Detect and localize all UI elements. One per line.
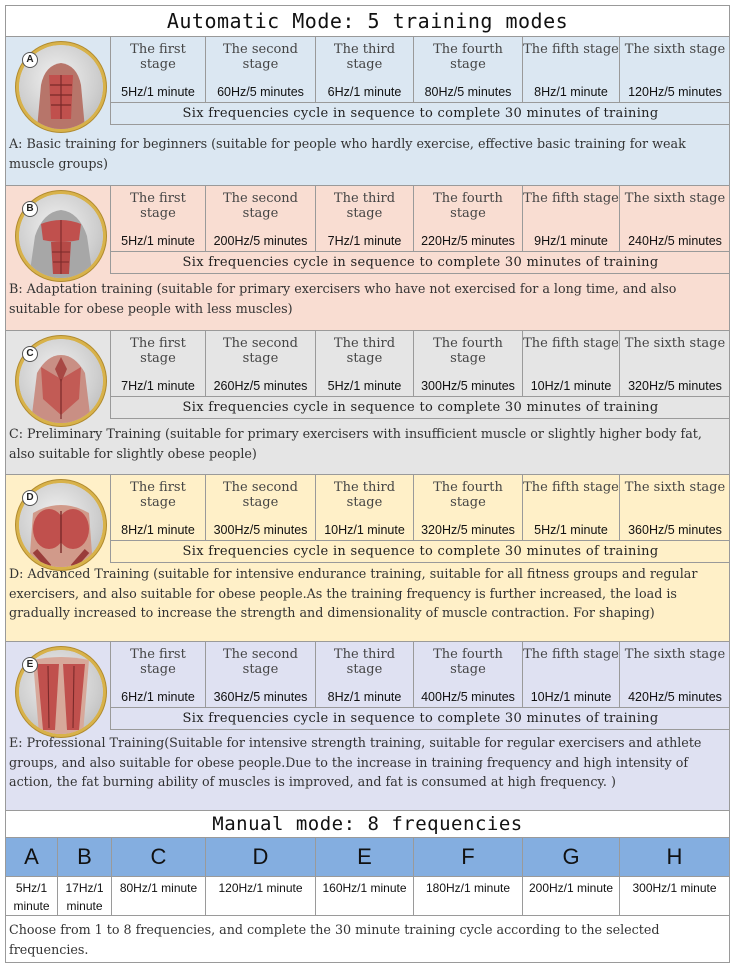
mode-c-block — [5, 331, 730, 475]
stage-cell — [205, 642, 315, 708]
stage-name: The fourth stage — [433, 42, 503, 72]
stage-cell — [315, 475, 413, 541]
stage-cell — [522, 186, 619, 252]
frequency-value: 200Hz/1 minute — [523, 877, 619, 915]
stage-value: 360Hz/5 minutes — [628, 523, 722, 537]
stage-value: 360Hz/5 minutes — [213, 690, 308, 704]
stage-value: 10Hz/1 minute — [530, 690, 612, 704]
stage-value: 200Hz/5 minutes — [213, 234, 308, 248]
stage-cell — [413, 475, 522, 541]
stage-value: 400Hz/5 minutes — [421, 690, 515, 704]
stage-value: 9Hz/1 minute — [534, 234, 608, 248]
frequency-value: 180Hz/1 minute — [414, 877, 522, 915]
stage-name: The sixth stage — [624, 191, 726, 206]
frequency-header: H — [620, 838, 729, 877]
stage-name: The sixth stage — [624, 647, 726, 662]
stage-cell — [110, 186, 205, 252]
stage-name: The fifth stage — [523, 42, 619, 57]
mode-d-block — [5, 475, 730, 642]
stage-cell — [619, 642, 730, 708]
frequency-value: 160Hz/1 minute — [316, 877, 413, 915]
stage-name: The first stage — [130, 191, 186, 221]
mode-b-block — [5, 186, 730, 331]
stage-name: The fifth stage — [523, 191, 619, 206]
frequency-column — [620, 838, 730, 916]
stage-cell — [522, 642, 619, 708]
frequency-value: 120Hz/1 minute — [206, 877, 315, 915]
stage-cell — [315, 642, 413, 708]
manual-mode-title: Manual mode: 8 frequencies — [5, 811, 730, 838]
stage-value: 7Hz/1 minute — [327, 234, 402, 248]
stage-cell — [205, 37, 315, 103]
frequency-header: D — [206, 838, 315, 877]
stage-cell — [315, 37, 413, 103]
mode-d-description: D: Advanced Training (suitable for intensive endurance training, suitable for all fitness groups and regular exercisers, and also suitable for obese people.As the training frequency is further increased, the load is gradually increased to increase the strength and dimensionality of muscle contraction. For shaping) — [9, 566, 698, 620]
stage-name: The fourth stage — [433, 480, 503, 510]
stage-value: 220Hz/5 minutes — [421, 234, 515, 248]
frequency-header: B — [58, 838, 111, 877]
mode-e-description: E: Professional Training(Suitable for intensive strength training, suitable for regular exercisers and athlete groups, and also suitable for obese people.Due to the increase in training frequency and high intensity of action, the fat burning ability of muscles is improved, and fat is consumed at high frequency. ) — [9, 735, 702, 789]
frequency-header: A — [6, 838, 57, 877]
stage-name: The third stage — [333, 191, 396, 221]
mode-b-stage-table — [110, 186, 730, 274]
manual-frequency-table — [5, 838, 730, 916]
stage-value: 5Hz/1 minute — [327, 379, 402, 393]
stage-name: The third stage — [333, 647, 396, 677]
stage-value: 6Hz/1 minute — [327, 85, 402, 99]
stage-value: 260Hz/5 minutes — [213, 379, 308, 393]
stage-cell — [413, 331, 522, 397]
stage-cell — [619, 186, 730, 252]
stage-value: 5Hz/1 minute — [534, 523, 608, 537]
mode-e-block — [5, 642, 730, 811]
stage-value: 8Hz/1 minute — [534, 85, 608, 99]
stage-value: 8Hz/1 minute — [121, 523, 195, 537]
mode-d-stage-table — [110, 475, 730, 563]
frequency-header: G — [523, 838, 619, 877]
stage-name: The second stage — [222, 480, 299, 510]
stage-name: The fourth stage — [433, 647, 503, 677]
stage-cell — [619, 475, 730, 541]
mode-e-stage-table — [110, 642, 730, 730]
mode-b-badge: B — [22, 201, 38, 217]
stage-cell — [205, 331, 315, 397]
stage-cell — [413, 37, 522, 103]
stage-value: 10Hz/1 minute — [324, 523, 405, 537]
frequency-column — [206, 838, 316, 916]
stage-value: 5Hz/1 minute — [121, 234, 195, 248]
manual-mode-description: Choose from 1 to 8 frequencies, and complete the 30 minute training cycle according to the selected frequencies. — [9, 922, 660, 957]
stage-cell — [110, 475, 205, 541]
frequency-header: E — [316, 838, 413, 877]
stage-name: The fifth stage — [523, 647, 619, 662]
stage-name: The sixth stage — [624, 42, 726, 57]
frequency-column — [6, 838, 58, 916]
mode-a-stage-table — [110, 37, 730, 125]
stage-name: The first stage — [130, 480, 186, 510]
stage-name: The second stage — [222, 336, 299, 366]
stage-cell — [522, 37, 619, 103]
mode-d-badge: D — [22, 490, 38, 506]
cycle-note: Six frequencies cycle in sequence to complete 30 minutes of training — [110, 252, 730, 274]
stage-name: The fifth stage — [523, 336, 619, 351]
stage-cell — [413, 186, 522, 252]
stage-cell — [619, 37, 730, 103]
frequency-column — [316, 838, 414, 916]
frequency-column — [523, 838, 620, 916]
stage-value: 8Hz/1 minute — [327, 690, 402, 704]
frequency-value: 80Hz/1 minute — [112, 877, 205, 915]
stage-cell — [110, 331, 205, 397]
frequency-header: F — [414, 838, 522, 877]
stage-cell — [110, 642, 205, 708]
auto-mode-title: Automatic Mode: 5 training modes — [5, 5, 730, 37]
stage-name: The sixth stage — [624, 336, 726, 351]
stage-value: 420Hz/5 minutes — [628, 690, 722, 704]
stage-value: 300Hz/5 minutes — [421, 379, 515, 393]
stage-value: 320Hz/5 minutes — [421, 523, 515, 537]
stage-value: 240Hz/5 minutes — [628, 234, 722, 248]
stage-name: The third stage — [333, 336, 396, 366]
stage-name: The fourth stage — [433, 191, 503, 221]
stage-name: The third stage — [333, 480, 396, 510]
stage-name: The sixth stage — [624, 480, 726, 495]
stage-name: The first stage — [130, 336, 186, 366]
stage-name: The first stage — [130, 42, 186, 72]
frequency-column — [58, 838, 112, 916]
frequency-header: C — [112, 838, 205, 877]
mode-a-block — [5, 37, 730, 186]
stage-value: 120Hz/5 minutes — [628, 85, 722, 99]
cycle-note: Six frequencies cycle in sequence to complete 30 minutes of training — [110, 708, 730, 730]
frequency-column — [112, 838, 206, 916]
stage-cell — [413, 642, 522, 708]
stage-cell — [522, 475, 619, 541]
mode-c-badge: C — [22, 346, 38, 362]
frequency-value: 17Hz/1 minute — [58, 877, 111, 915]
stage-cell — [205, 475, 315, 541]
stage-cell — [205, 186, 315, 252]
mode-a-description: A: Basic training for beginners (suitable for people who hardly exercise, effective basic training for weak muscle groups) — [9, 136, 686, 171]
mode-c-stage-table — [110, 331, 730, 419]
frequency-value: 300Hz/1 minute — [620, 877, 729, 915]
stage-value: 320Hz/5 minutes — [628, 379, 722, 393]
stage-cell — [315, 331, 413, 397]
stage-name: The fourth stage — [433, 336, 503, 366]
stage-name: The first stage — [130, 647, 186, 677]
stage-cell — [522, 331, 619, 397]
stage-value: 5Hz/1 minute — [121, 85, 195, 99]
mode-e-badge: E — [22, 657, 38, 673]
stage-value: 80Hz/5 minutes — [424, 85, 512, 99]
manual-mode-footer — [5, 916, 730, 963]
stage-value: 10Hz/1 minute — [530, 379, 612, 393]
stage-cell — [110, 37, 205, 103]
mode-b-description: B: Adaptation training (suitable for primary exercisers who have not exercised for a long time, and also suitable for obese people with less muscles) — [9, 281, 677, 316]
frequency-value: 5Hz/1 minute — [6, 877, 57, 915]
mode-a-badge: A — [22, 52, 38, 68]
stage-name: The second stage — [222, 647, 299, 677]
cycle-note: Six frequencies cycle in sequence to complete 30 minutes of training — [110, 541, 730, 563]
frequency-column — [414, 838, 523, 916]
stage-name: The third stage — [333, 42, 396, 72]
mode-c-description: C: Preliminary Training (suitable for primary exercisers with insufficient muscle or slightly higher body fat, also suitable for slightly obese people) — [9, 426, 702, 461]
stage-value: 60Hz/5 minutes — [217, 85, 304, 99]
stage-cell — [619, 331, 730, 397]
stage-name: The second stage — [222, 191, 299, 221]
stage-cell — [315, 186, 413, 252]
stage-value: 6Hz/1 minute — [121, 690, 195, 704]
stage-value: 300Hz/5 minutes — [213, 523, 308, 537]
cycle-note: Six frequencies cycle in sequence to complete 30 minutes of training — [110, 397, 730, 419]
stage-name: The second stage — [222, 42, 299, 72]
stage-value: 7Hz/1 minute — [121, 379, 195, 393]
stage-name: The fifth stage — [523, 480, 619, 495]
cycle-note: Six frequencies cycle in sequence to complete 30 minutes of training — [110, 103, 730, 125]
